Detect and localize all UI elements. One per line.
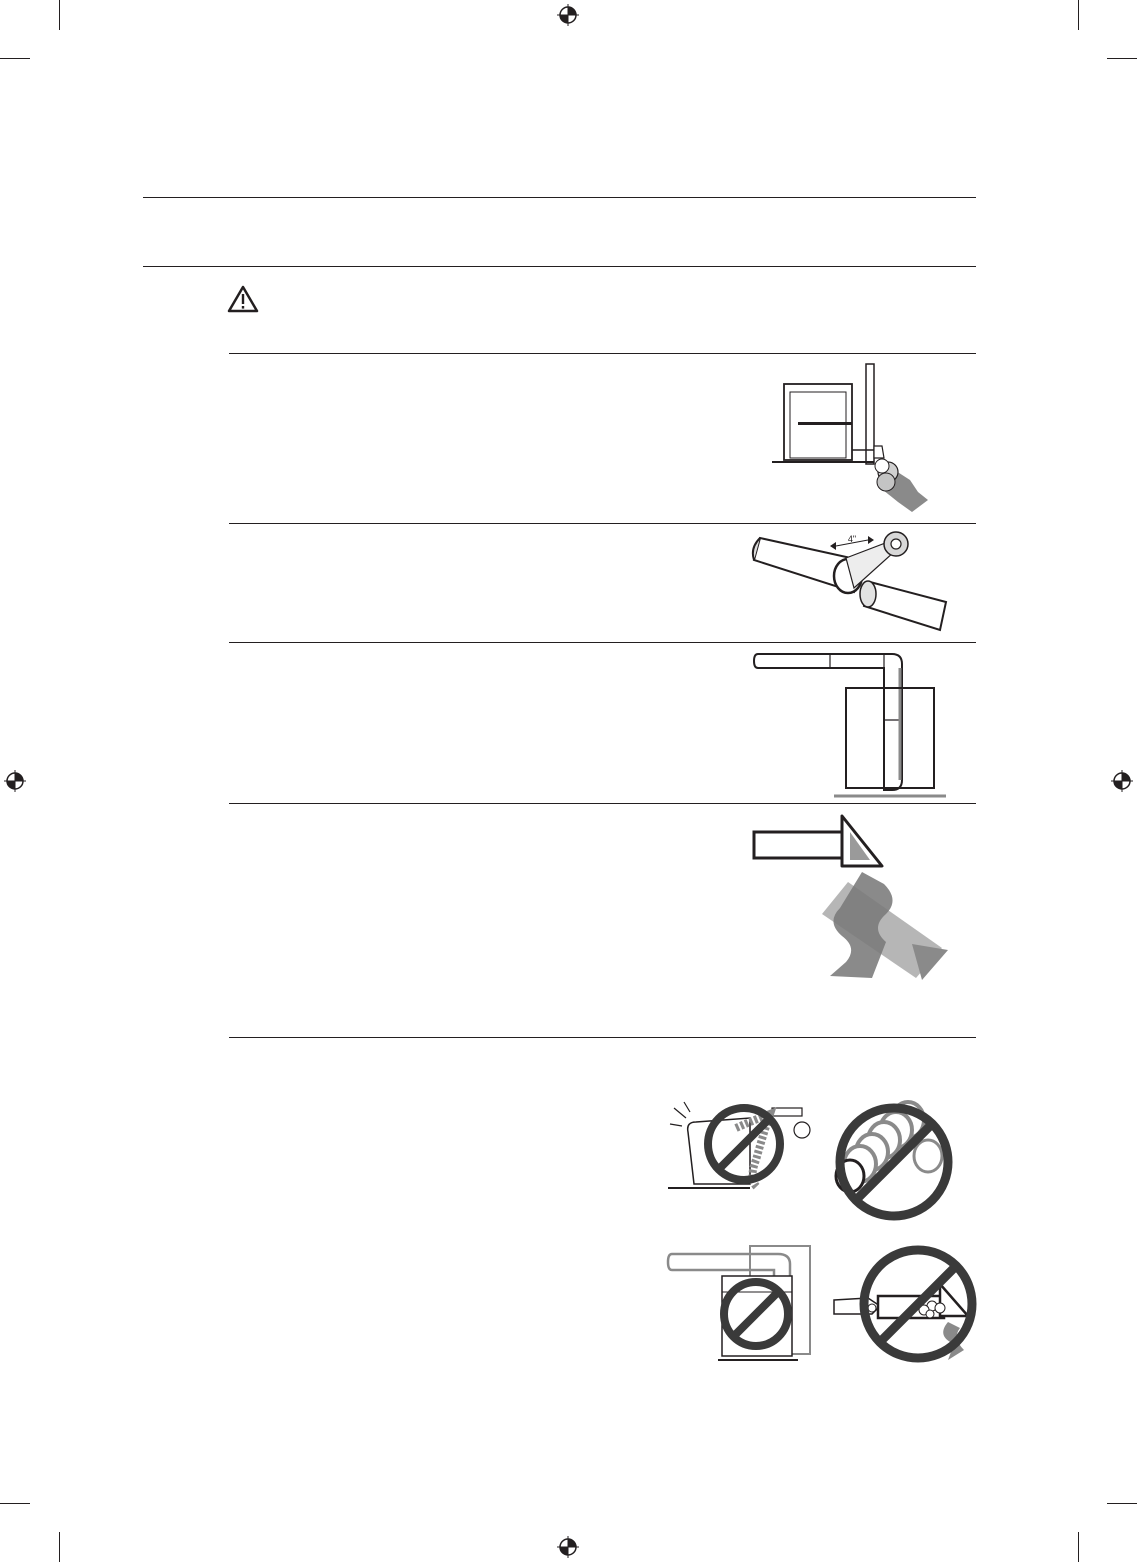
registration-target-icon-top — [557, 4, 579, 26]
registration-target-icon-left — [4, 770, 26, 792]
registration-target-icon-bottom — [557, 1536, 579, 1558]
warning-triangle-icon — [227, 285, 259, 313]
clogged-hood-prohibited-illustration — [832, 1240, 978, 1366]
duct-behind-dryer-prohibited-illustration — [666, 1242, 816, 1364]
crop-mark-bottom-left-h — [0, 1503, 30, 1504]
crop-mark-top-left-h — [0, 58, 30, 59]
registration-target-icon-right — [1111, 770, 1133, 792]
duct-tape-joint-illustration — [750, 530, 950, 636]
section-rule-5 — [229, 1037, 976, 1038]
section-rule-4 — [229, 803, 976, 804]
crop-mark-bottom-left-v — [59, 1532, 60, 1562]
crop-mark-top-right-v — [1078, 0, 1079, 30]
header-rule-top — [143, 197, 976, 198]
crop-mark-top-right-h — [1107, 58, 1137, 59]
header-rule-bottom — [143, 266, 976, 267]
section-rule-2 — [229, 523, 976, 524]
crop-mark-bottom-right-h — [1107, 1503, 1137, 1504]
flexible-foil-duct-prohibited-illustration — [828, 1100, 960, 1222]
section-rule-3 — [229, 642, 976, 643]
crop-mark-top-left-v — [59, 0, 60, 30]
duct-route-over-dryer-illustration — [752, 650, 946, 802]
dryer-wall-vent-illustration — [770, 362, 940, 514]
crop-mark-bottom-right-v — [1078, 1532, 1079, 1562]
duct-length-label: 4" — [847, 534, 857, 544]
section-rule-1 — [229, 353, 976, 354]
crushed-duct-prohibited-illustration — [666, 1098, 816, 1190]
exhaust-hood-airflow-illustration — [752, 812, 952, 982]
